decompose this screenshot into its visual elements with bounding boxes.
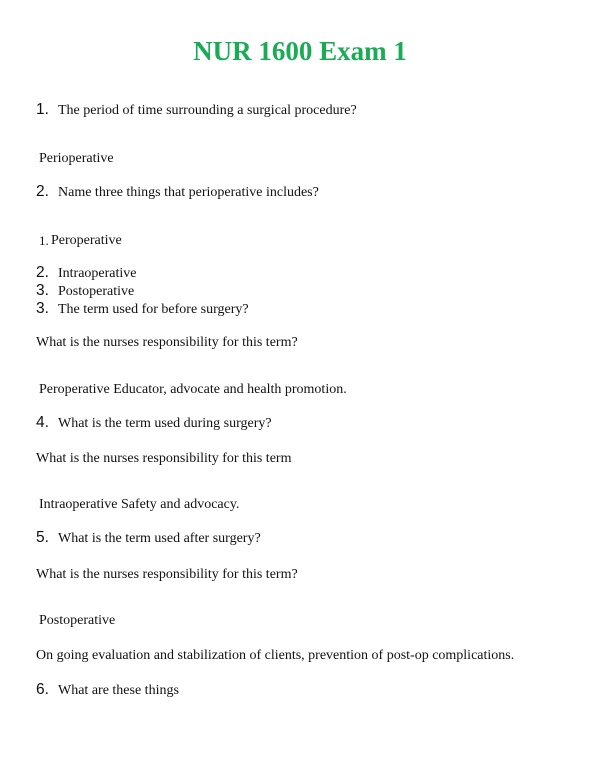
question-text: The period of time surrounding a surgical procedure? (58, 103, 357, 118)
answer-text: Intraoperative Safety and advocacy. (39, 497, 240, 512)
question-text: What are these things (58, 683, 179, 698)
question-number: 2. (36, 183, 49, 200)
document-title: NUR 1600 Exam 1 (193, 36, 407, 66)
answer-text: Postoperative (39, 613, 116, 628)
question-number: 3. (36, 300, 49, 317)
question-text: Postoperative (58, 284, 135, 299)
question-number: 4. (36, 414, 49, 431)
question-text: What is the term used during surgery? (58, 416, 272, 431)
answer-text: What is the nurses responsibility for this term? (36, 567, 298, 582)
question-number: 1. (36, 101, 49, 118)
question-number: 5. (36, 529, 49, 546)
answer-prefix: 1. (39, 233, 49, 248)
answer-text: Peroperative Educator, advocate and health promotion. (39, 382, 347, 397)
question-number: 6. (36, 681, 49, 698)
answer-text: Perioperative (39, 151, 114, 166)
question-text: Intraoperative (58, 266, 137, 281)
question-text: What is the term used after surgery? (58, 531, 261, 546)
answer-text: Peroperative (51, 233, 122, 248)
answer-text: What is the nurses responsibility for this term? (36, 335, 298, 350)
question-text: The term used for before surgery? (58, 302, 249, 317)
question-text: Name three things that perioperative includes? (58, 185, 319, 200)
answer-text: On going evaluation and stabilization of clients, prevention of post-op complications. (36, 648, 515, 663)
answer-text: What is the nurses responsibility for this term (36, 451, 292, 466)
question-number: 3. (36, 282, 49, 299)
question-number: 2. (36, 264, 49, 281)
